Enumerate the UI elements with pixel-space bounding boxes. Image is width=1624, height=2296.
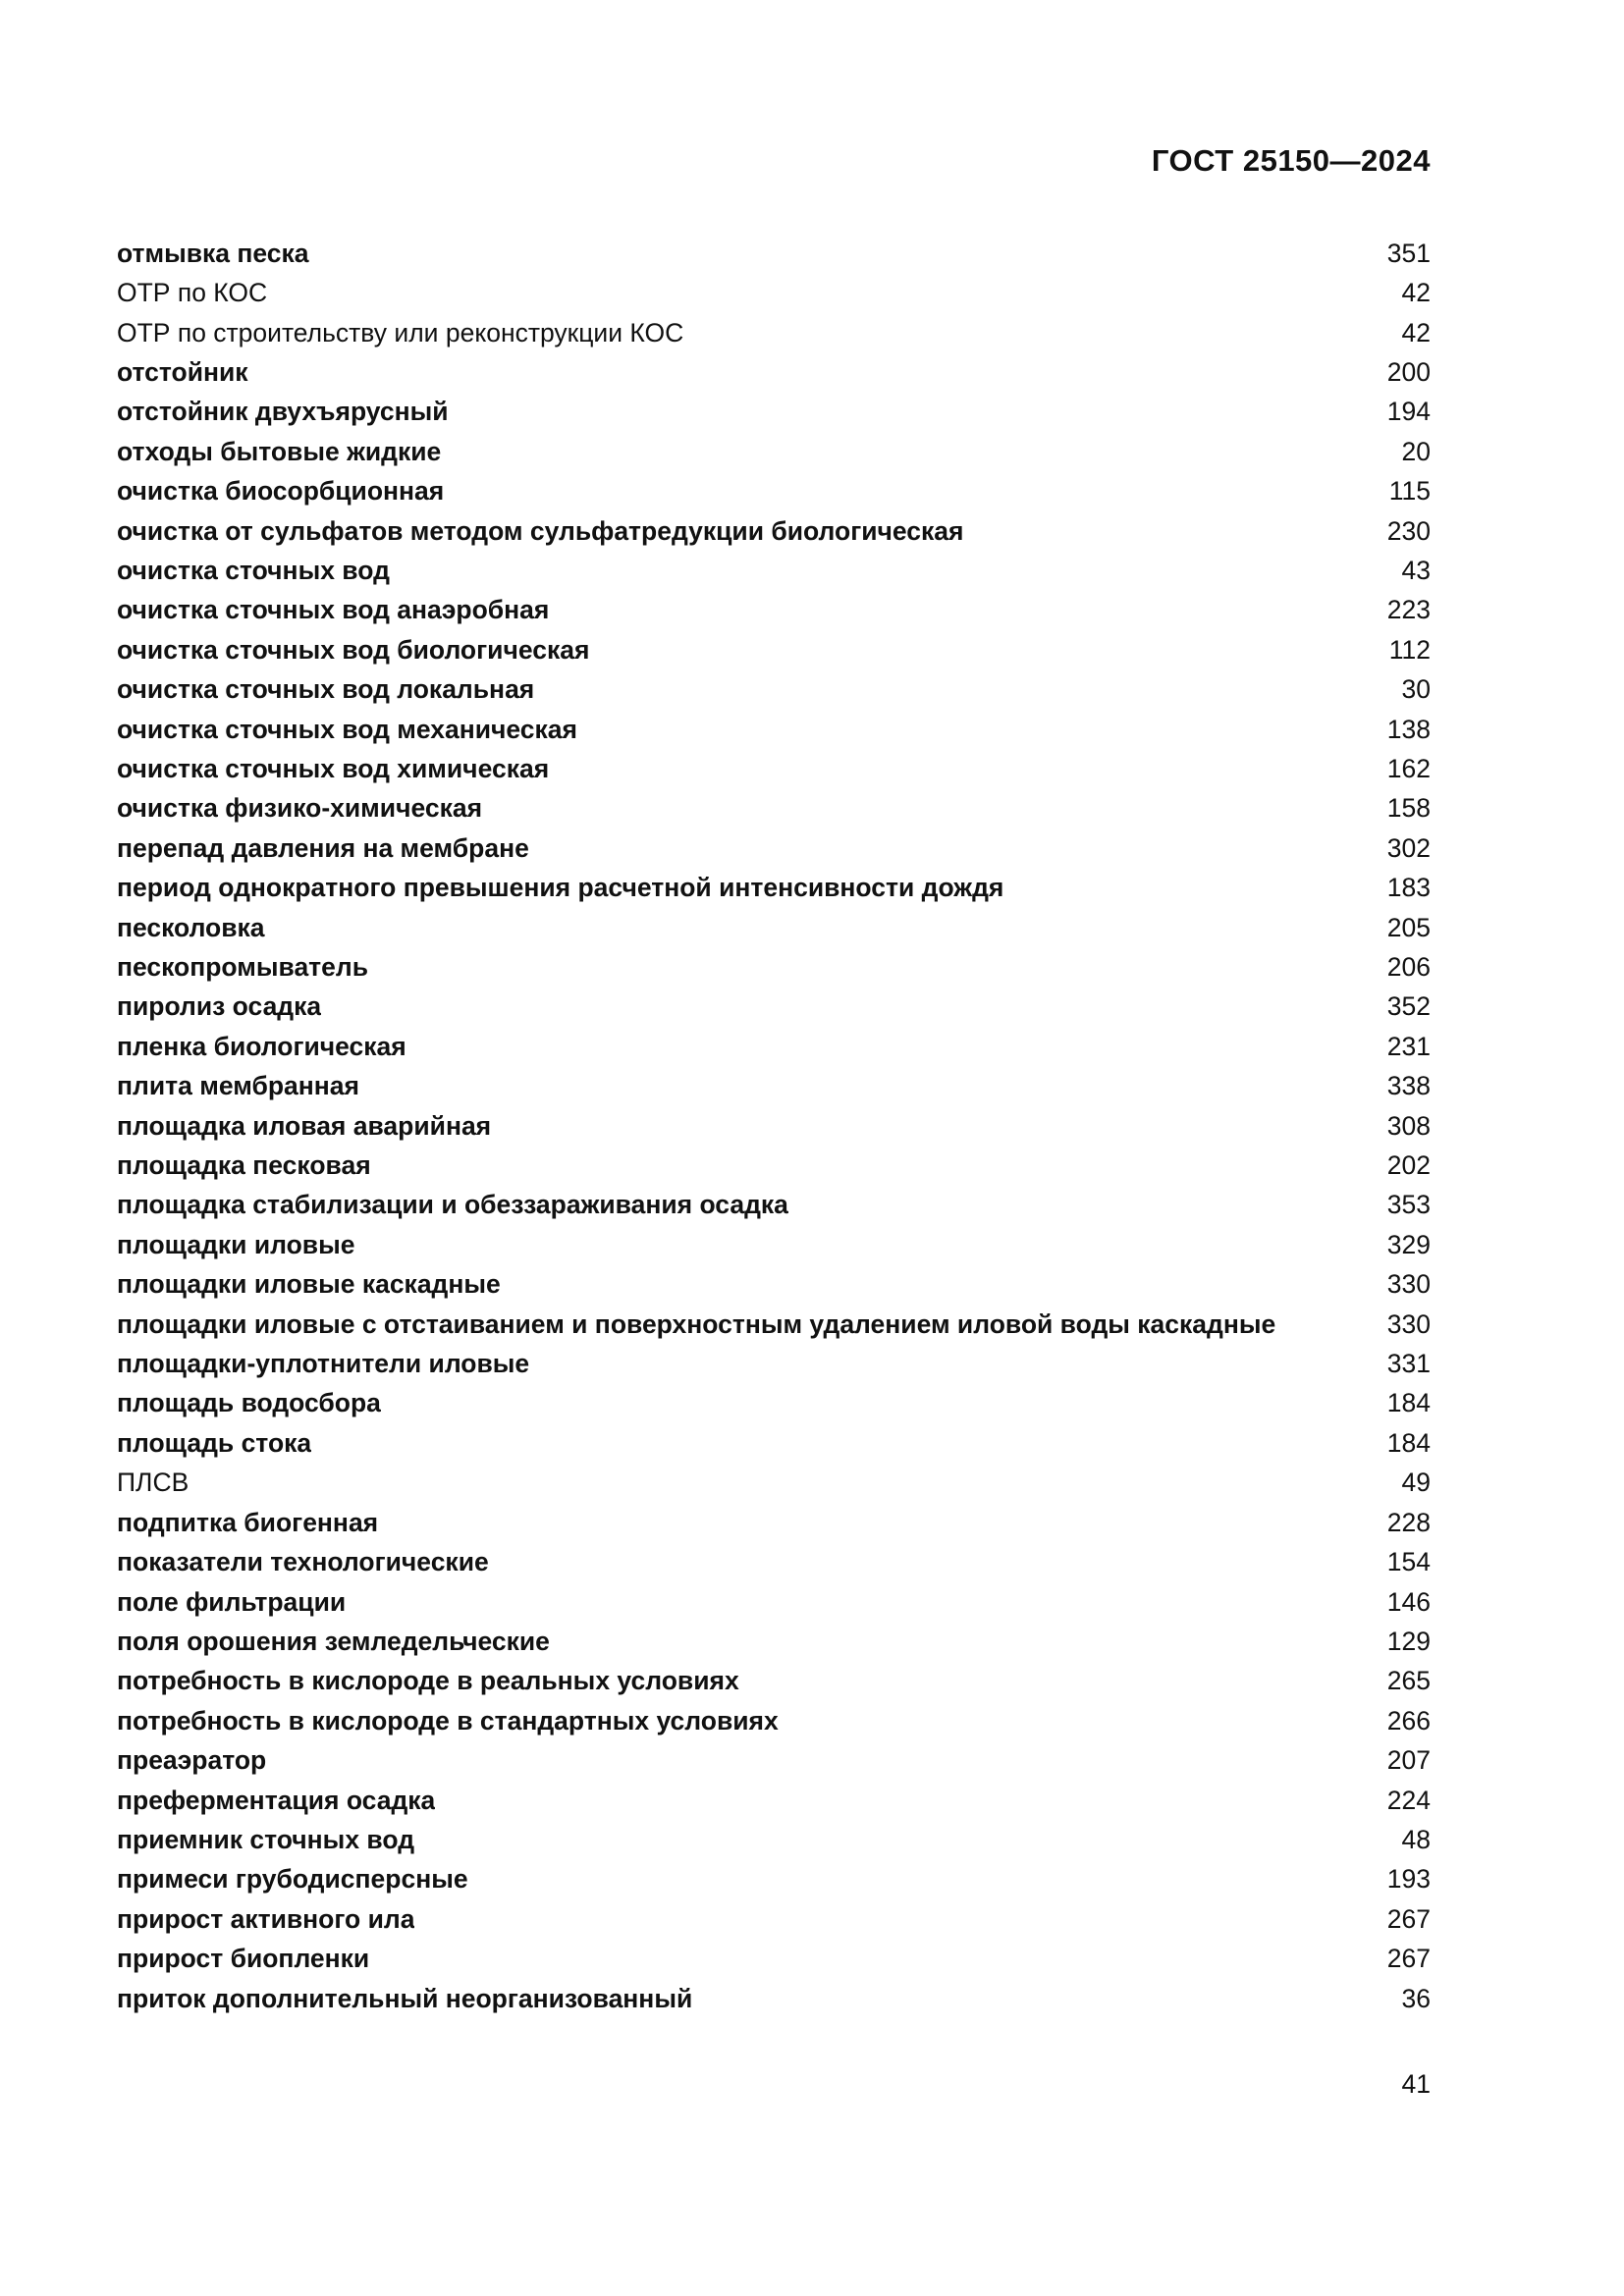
gost-designation-header: ГОСТ 25150—2024 [1151,143,1431,178]
index-entry-row [117,1305,1431,1344]
index-term: пескопромыватель [117,952,369,983]
index-entry-row [117,1701,1431,1740]
index-entry-row [117,1344,1431,1383]
index-page-number: 158 [1386,793,1431,824]
index-entry-row [117,1027,1431,1066]
index-term: очистка сточных вод анаэробная [117,595,550,625]
index-page-number: 230 [1386,515,1431,546]
index-entry-row [117,1384,1431,1423]
index-term: потребность в кислороде в реальных условиях [117,1666,739,1696]
index-term: отмывка песка [117,238,309,268]
index-page-number: 353 [1386,1190,1431,1220]
index-term: песколовка [117,912,265,942]
index-page-number: 351 [1386,238,1431,268]
index-page-number: 193 [1386,1864,1431,1895]
index-entry-row [117,1662,1431,1701]
index-entry-row [117,828,1431,868]
index-entry-row [117,1423,1431,1463]
index-term: площадки иловые каскадные [117,1269,501,1300]
index-entry-row [117,669,1431,709]
index-term: пленка биологическая [117,1031,406,1061]
index-term: площадки-уплотнители иловые [117,1349,530,1379]
index-entry-row [117,947,1431,987]
index-page-number: 207 [1386,1745,1431,1776]
index-term: очистка сточных вод биологическая [117,634,590,665]
index-page-number: 115 [1388,476,1431,507]
index-term: очистка физико-химическая [117,793,483,824]
index-entry-row [117,789,1431,828]
index-entry-row [117,1067,1431,1106]
index-entry-row [117,1186,1431,1225]
index-term: очистка сточных вод химическая [117,753,550,783]
index-term: очистка сточных вод механическая [117,714,578,744]
index-entry-row [117,1622,1431,1661]
index-entry-row [117,710,1431,749]
index-term: очистка от сульфатов методом сульфатредукции биологическая [117,515,964,546]
index-page-number: 231 [1386,1031,1431,1061]
index-entry-row [117,1225,1431,1264]
index-term: приемник сточных вод [117,1824,415,1854]
index-page-number: 267 [1386,1944,1431,1974]
index-page-number: 154 [1386,1547,1431,1577]
index-page-number: 129 [1386,1626,1431,1656]
index-term: очистка сточных вод локальная [117,674,535,705]
index-entry-row [117,273,1431,312]
index-page-number: 302 [1386,832,1431,863]
index-page-number: 228 [1386,1507,1431,1537]
index-term: приток дополнительный неорганизованный [117,1983,693,2013]
index-entry-row [117,1582,1431,1622]
index-term: площадка песковая [117,1150,371,1181]
index-entry-row [117,511,1431,551]
index-page-number: 224 [1386,1785,1431,1815]
index-entry-row [117,1820,1431,1859]
index-page-number: 352 [1386,991,1431,1022]
index-term: очистка сточных вод [117,555,390,585]
index-page-number: 223 [1386,595,1431,625]
index-entry-row [117,591,1431,630]
index-entry-row [117,1106,1431,1146]
index-term: преферментация осадка [117,1785,436,1815]
index-page-number: 266 [1386,1705,1431,1735]
index-entry-row [117,1464,1431,1503]
index-page-number: 42 [1401,317,1431,347]
index-term: площадь водосбора [117,1388,381,1418]
index-term: показатели технологические [117,1547,489,1577]
index-entry-row [117,432,1431,471]
index-page-number: 267 [1386,1903,1431,1934]
index-term: площадь стока [117,1427,312,1458]
index-entry-row [117,1939,1431,1978]
index-page-number: 162 [1386,753,1431,783]
index-page-number: 42 [1401,278,1431,308]
index-term: прирост биопленки [117,1944,370,1974]
index-entry-row [117,393,1431,432]
index-entry-row [117,908,1431,947]
index-page-number: 184 [1386,1427,1431,1458]
index-entry-row [117,749,1431,788]
index-entry-row [117,988,1431,1027]
index-page-number: 184 [1386,1388,1431,1418]
index-page-number: 206 [1386,952,1431,983]
index-term: поле фильтрации [117,1586,347,1617]
index-term: площадка иловая аварийная [117,1110,492,1141]
index-page-number: 20 [1401,436,1431,466]
index-term: ОТР по КОС [117,278,268,308]
index-entry-row [117,1781,1431,1820]
index-term: ОТР по строительству или реконструкции КОС [117,317,684,347]
index-term: очистка биосорбционная [117,476,445,507]
index-page-number: 331 [1386,1349,1431,1379]
index-page-number: 330 [1386,1269,1431,1300]
index-term: плита мембранная [117,1071,359,1101]
index-term: отходы бытовые жидкие [117,436,442,466]
index-entry-row [117,1542,1431,1581]
index-entry-row [117,630,1431,669]
index-term: отстойник двухъярусный [117,397,449,427]
index-term: период однократного превышения расчетной интенсивности дождя [117,873,1004,903]
index-term: площадки иловые [117,1229,355,1259]
index-page-number: 205 [1386,912,1431,942]
index-term: поля орошения земледельческие [117,1626,550,1656]
index-page-number: 200 [1386,356,1431,387]
index-page-number: 48 [1401,1824,1431,1854]
index-term: перепад давления на мембране [117,832,529,863]
index-term: площадка стабилизации и обеззараживания осадка [117,1190,788,1220]
index-entry-row [117,1979,1431,2018]
index-page-number: 265 [1386,1666,1431,1696]
index-page-number: 183 [1386,873,1431,903]
index-page-number: 49 [1401,1468,1431,1498]
index-entry-row [117,1899,1431,1939]
index-term: прирост активного ила [117,1903,415,1934]
index-entry-row [117,234,1431,273]
index-entry-row [117,1740,1431,1780]
index-entry-row [117,1265,1431,1305]
alphabetical-index-list [117,234,1431,2018]
index-term: пиролиз осадка [117,991,322,1022]
index-page-number: 36 [1401,1983,1431,2013]
index-page-number: 338 [1386,1071,1431,1101]
index-entry-row [117,1860,1431,1899]
index-page-number: 202 [1386,1150,1431,1181]
index-page-number: 43 [1401,555,1431,585]
index-page-number: 308 [1386,1110,1431,1141]
index-entry-row [117,313,1431,352]
index-page-number: 194 [1386,397,1431,427]
index-term: потребность в кислороде в стандартных условиях [117,1705,779,1735]
index-entry-row [117,1146,1431,1185]
index-page-number: 112 [1388,634,1431,665]
index-page-number: 146 [1386,1586,1431,1617]
index-page-number: 329 [1386,1229,1431,1259]
index-term: подпитка биогенная [117,1507,379,1537]
index-entry-row [117,1503,1431,1542]
index-entry-row [117,352,1431,392]
index-page-number: 330 [1386,1308,1431,1339]
page-number-footer: 41 [1401,2069,1431,2099]
index-entry-row [117,551,1431,590]
index-entry-row [117,869,1431,908]
index-term: площадки иловые с отстаиванием и поверхностным удалением иловой воды каскадные [117,1308,1276,1339]
index-term: преаэратор [117,1745,267,1776]
index-term: примеси грубодисперсные [117,1864,468,1895]
index-term: отстойник [117,356,248,387]
index-term: ПЛСВ [117,1468,189,1498]
index-entry-row [117,471,1431,510]
index-page-number: 30 [1401,674,1431,705]
index-page-number: 138 [1386,714,1431,744]
